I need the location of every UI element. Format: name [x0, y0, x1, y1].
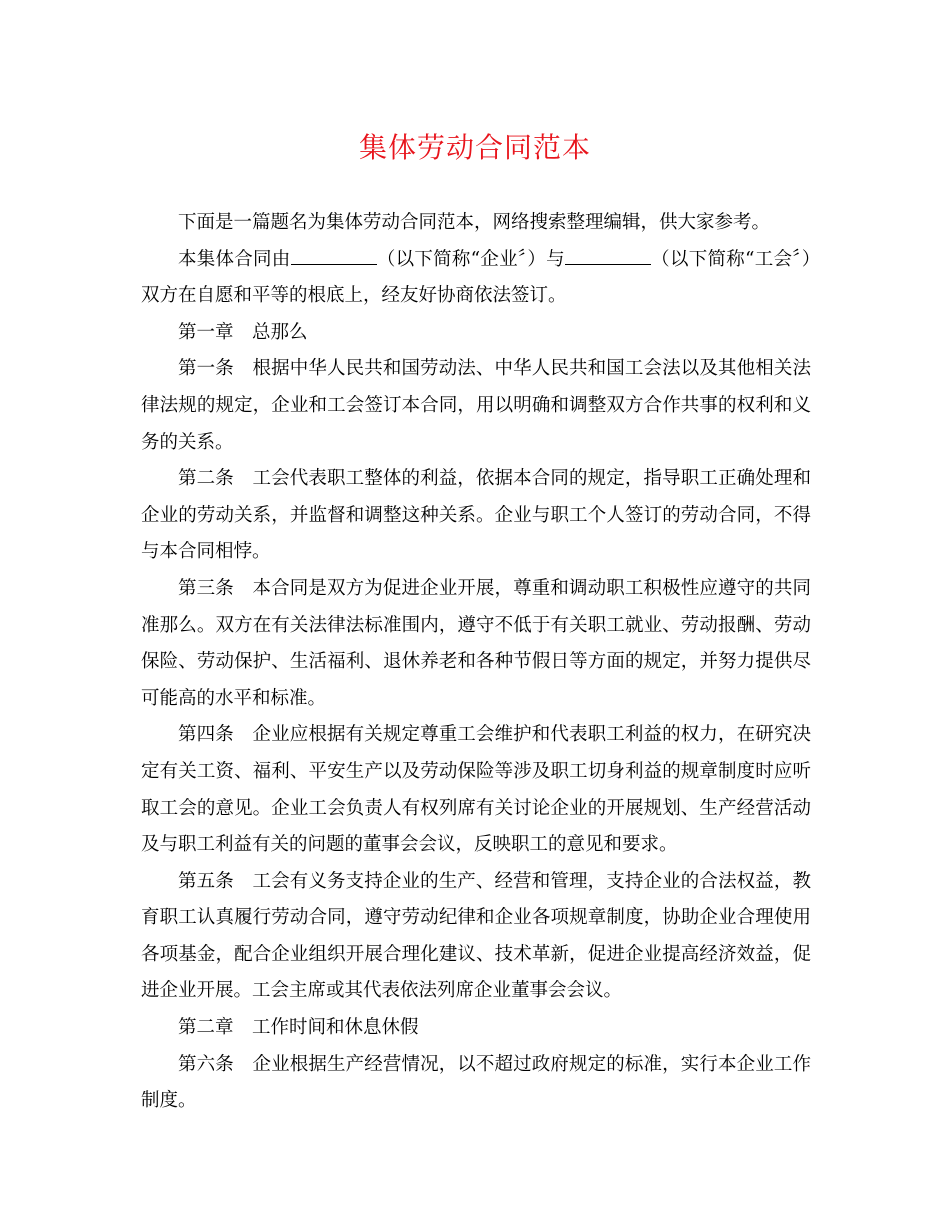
article-4: 第四条 企业应根据有关规定尊重工会维护和代表职工利益的权力，在研究决定有关工资、福利、平安生产以及劳动保险等涉及职工切身利益的规章制度时应听取工会的意见。企业工会负责人有权列席有关讨论企业的开展规划、生产经营活动及与职工利益有关的问题的董事会会议，反映职工的意见和要求。 [141, 724, 811, 856]
intro-paragraph: 下面是一篇题名为集体劳动合同范本，网络搜索整理编辑，供大家参考。 [178, 212, 771, 233]
document-body [141, 205, 811, 1120]
article-1: 第一条 根据中华人民共和国劳动法、中华人民共和国工会法以及其他相关法律法规的规定，企业和工会签订本合同，用以明确和调整双方合作共事的权利和义务的关系。 [141, 358, 811, 453]
chapter-2-heading: 第二章 工作时间和休息休假 [178, 1017, 419, 1039]
parties-text-3: （以下简称“工会〞）双方在自愿和平等的根底上，经友好协商依法签订。 [141, 248, 811, 307]
document-title: 集体劳动合同范本 [358, 131, 591, 164]
parties-text-1: 本集体合同由 [178, 248, 291, 270]
enterprise-name-blank [291, 246, 377, 265]
article-5: 第五条 工会有义务支持企业的生产、经营和管理，支持企业的合法权益，教育职工认真履行劳动合同，遵守劳动纪律和企业各项规章制度，协助企业合理使用各项基金，配合企业组织开展合理化建议、技术革新，促进企业提高经济效益，促进企业开展。工会主席或其代表依法列席企业董事会会议。 [141, 870, 811, 1002]
article-6: 第六条 企业根据生产经营情况，以不超过政府规定的标准，实行本企业工作制度。 [141, 1053, 811, 1112]
article-3: 第三条 本合同是双方为促进企业开展，尊重和调动职工积极性应遵守的共同准那么。双方在有关法律法标准围内，遵守不低于有关职工就业、劳动报酬、劳动保险、劳动保护、生活福利、退休养老和各种节假日等方面的规定，并努力提供尽可能高的水平和标准。 [141, 577, 811, 709]
chapter-1-heading: 第一章 总那么 [178, 321, 308, 343]
parties-paragraph [141, 242, 811, 315]
article-2: 第二条 工会代表职工整体的利益，依据本合同的规定，指导职工正确处理和企业的劳动关系，并监督和调整这种关系。企业与职工个人签订的劳动合同，不得与本合同相悖。 [141, 468, 811, 563]
union-name-blank [565, 246, 651, 265]
parties-text-2: （以下简称“企业〞）与 [376, 248, 565, 270]
